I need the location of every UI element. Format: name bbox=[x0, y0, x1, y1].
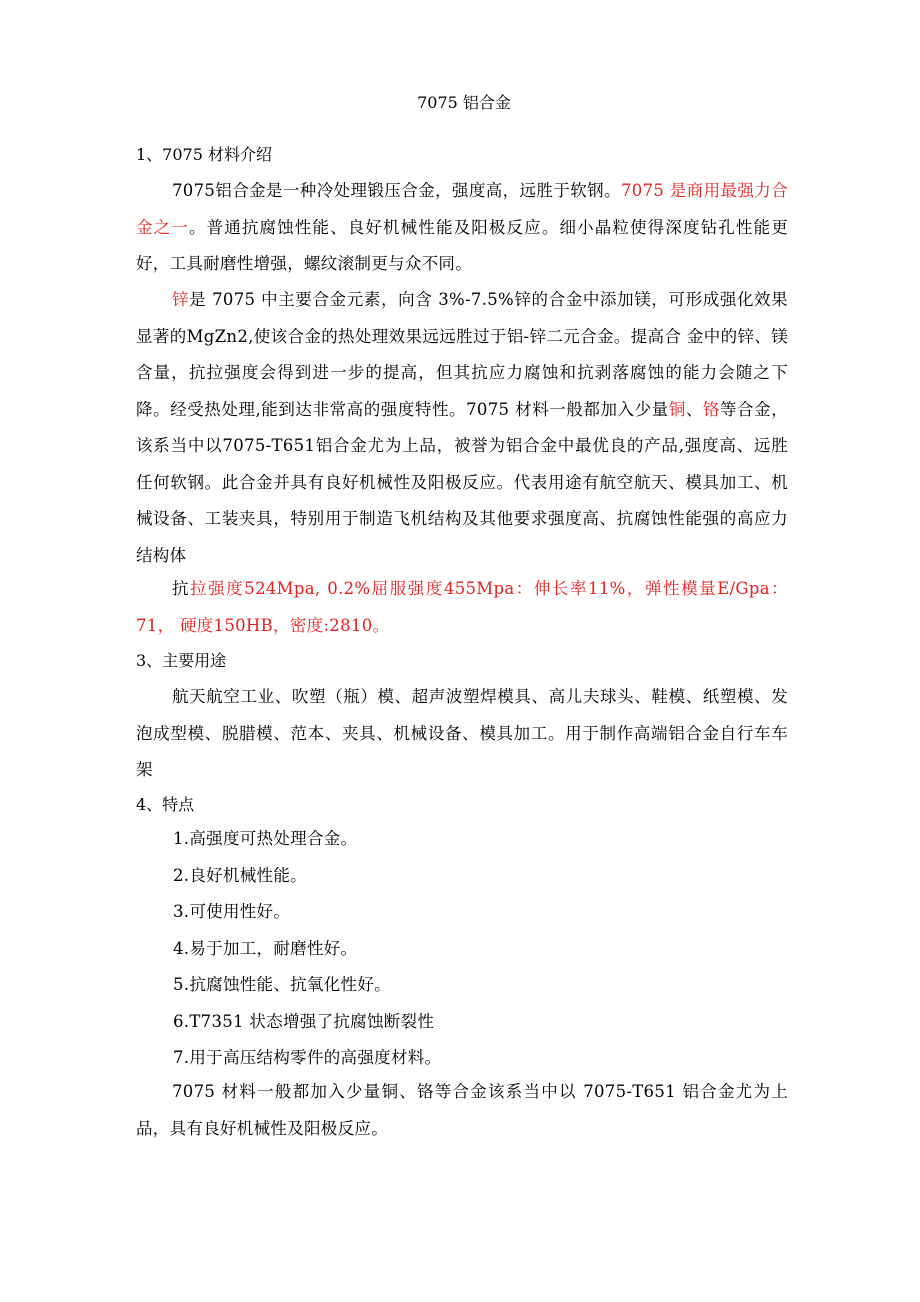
zinc-paragraph bbox=[136, 282, 788, 574]
uses-paragraph: 航天航空工业、吹塑（瓶）模、超声波塑焊模具、高儿夫球头、鞋模、纸塑模、发泡成型模、脱腊模、范本、夹具、机械设备、模具加工。用于制作高端铝合金自行车车架 bbox=[136, 687, 788, 779]
features-list bbox=[173, 826, 441, 1082]
list-item: 2.良好机械性能。 bbox=[173, 865, 307, 885]
properties-highlight: 拉强度524Mpa, 0.2%屈服强度455Mpa：伸长率11%，弹性模量E/Gpa：71， 硬度150HB，密度:2810。 bbox=[136, 579, 788, 635]
zinc-highlight: 锌 bbox=[172, 290, 190, 309]
list-item: 5.抗腐蚀性能、抗氧化性好。 bbox=[173, 975, 391, 994]
intro-paragraph bbox=[136, 173, 788, 283]
closing-paragraph: 7075 材料一般都加入少量铜、铬等合金该系当中以 7075-T651 铝合金尤为上品，具有良好机械性及阳极反应。 bbox=[136, 1082, 788, 1138]
intro-text-c: 。普通抗腐蚀性能、良好机械性能及阳极反应。细小晶粒使得深度钻孔性能更好，工具耐磨性增强，螺纹滚制更与众不同。 bbox=[136, 217, 788, 273]
list-item: 1.高强度可热处理合金。 bbox=[173, 829, 358, 848]
zinc-text-f: 等合金，该系当中以7075-T651铝合金尤为上品，被誉为铝合金中最优良的产品,强度高、远胜任何软钢。此合金并具有良好机械性及阳极反应。代表用途有航空航天、模具加工、机械设备、工装夹具，特别用于制造飞机结构及其他要求强度高、抗腐蚀性能强的高应力结构体 bbox=[136, 399, 788, 565]
section-heading-uses: 3、主要用途 bbox=[136, 651, 227, 670]
properties-paragraph bbox=[136, 571, 788, 644]
zinc-text-b: 是 7075 中主要合金元素，向含 3%-7.5%锌的合金中添加镁，可形成强化效果显著的MgZn2,使该合金的热处理效果远远胜过于铝-锌二元合金。提高合 金中的锌、镁含量，抗拉强度会得到进一步的提高，但其抗应力腐蚀和抗剥落腐蚀的能力会随之下降。经受热处理,能到达非常高的强度特性。7075 材料一般都加入少量 bbox=[136, 290, 788, 419]
zinc-text-d: 、 bbox=[685, 399, 703, 419]
list-item: 6.T7351 状态增强了抗腐蚀断裂性 bbox=[173, 1011, 435, 1031]
copper-highlight: 铜 bbox=[668, 399, 686, 419]
intro-text-a: 7075铝合金是一种冷处理锻压合金，强度高，远胜于软钢。 bbox=[172, 181, 621, 200]
list-item: 4.易于加工，耐磨性好。 bbox=[173, 938, 358, 958]
properties-text-a: 抗 bbox=[172, 579, 191, 598]
section-heading-features: 4、特点 bbox=[136, 795, 195, 814]
list-item: 7.用于高压结构零件的高强度材料。 bbox=[173, 1048, 442, 1067]
list-item: 3.可使用性好。 bbox=[173, 902, 291, 921]
chromium-highlight: 铬 bbox=[702, 399, 720, 419]
document-title: 7075 铝合金 bbox=[417, 93, 511, 112]
intro-highlight-strongest: 7075 是商用最强力合金之一 bbox=[136, 181, 788, 237]
section-heading-intro: 1、7075 材料介绍 bbox=[136, 145, 272, 164]
